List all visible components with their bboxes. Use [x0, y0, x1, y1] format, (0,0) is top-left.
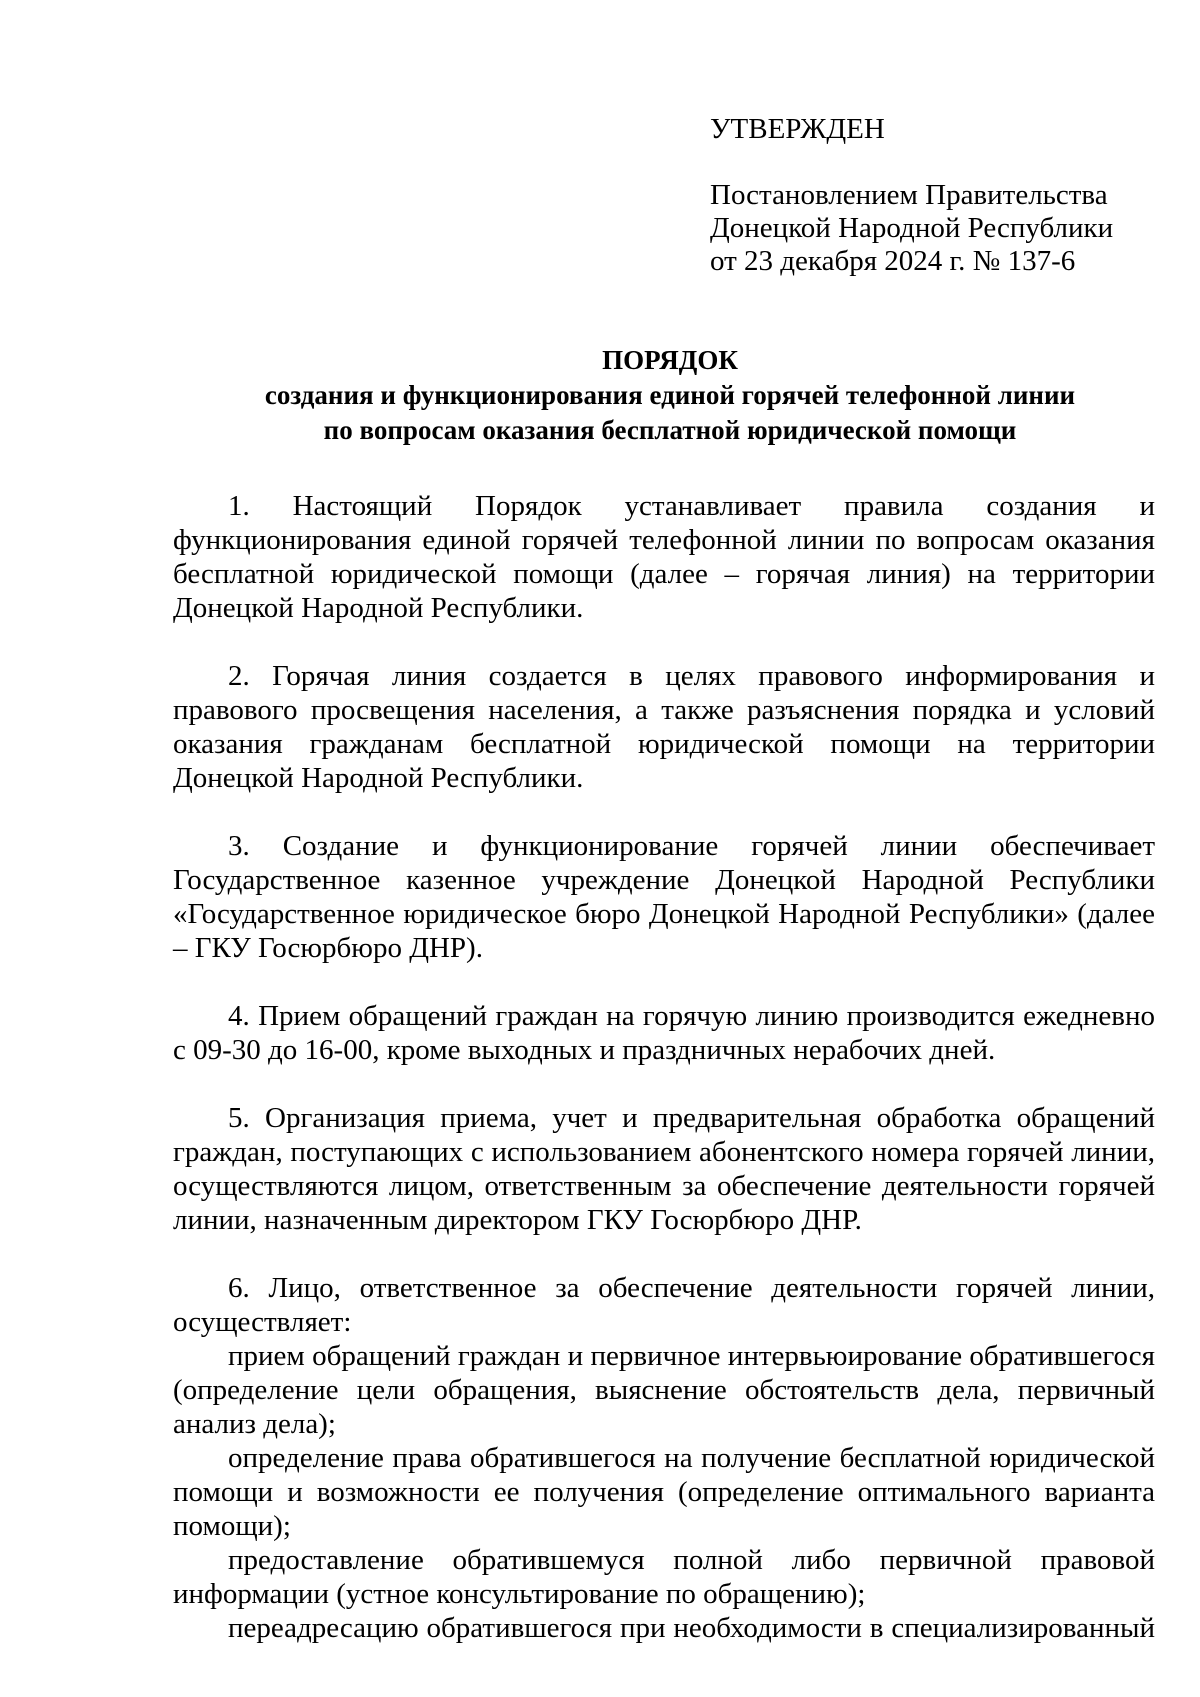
paragraph-2: 2. Горячая линия создается в целях правового информирования и правового просвещения населения, а также разъяснения порядка и условий оказания гражданам бесплатной юридической помощи на территории Донецкой Народной Республики.	[173, 660, 1155, 794]
paragraph-4: 4. Прием обращений граждан на горячую линию производится ежедневно с 09-30 до 16-00, кроме выходных и праздничных нерабочих дней.	[173, 1000, 1155, 1066]
paragraph-6: 6. Лицо, ответственное за обеспечение деятельности горячей линии, осуществляет:	[173, 1272, 1155, 1338]
document-subtitle-1: создания и функционирования единой горячей телефонной линии	[264, 380, 1076, 410]
document-body	[173, 489, 1155, 1645]
paragraph-1: 1. Настоящий Порядок устанавливает правила создания и функционирования единой горячей телефонной линии по вопросам оказания бесплатной юридической помощи (далее – горячая линия) на территории Донецкой Народной Республики.	[173, 490, 1155, 624]
paragraph-6-item-3: предоставление обратившемуся полной либо первичной правовой информации (устное консультирование по обращению);	[173, 1544, 1155, 1610]
approved-label: УТВЕРЖДЕН	[710, 113, 885, 145]
approval-line-1: Постановлением Правительства	[710, 179, 1108, 211]
approval-line-3: от 23 декабря 2024 г. № 137-6	[710, 245, 1076, 277]
paragraph-6-item-1: прием обращений граждан и первичное интервьюирование обратившегося (определение цели обращения, выяснение обстоятельств дела, первичный анализ дела);	[173, 1340, 1155, 1440]
paragraph-3: 3. Создание и функционирование горячей линии обеспечивает Государственное казенное учреждение Донецкой Народной Республики «Государственное юридическое бюро Донецкой Народной Республики» (далее – ГКУ Госюрбюро ДНР).	[173, 830, 1155, 964]
document-title: ПОРЯДОК	[602, 345, 738, 375]
paragraph-6-item-2: определение права обратившегося на получение бесплатной юридической помощи и возможности ее получения (определение оптимального варианта помощи);	[173, 1442, 1155, 1542]
approval-line-2: Донецкой Народной Республики	[710, 212, 1114, 244]
document-heading	[120, 343, 1200, 448]
approval-stamp	[710, 113, 1170, 278]
paragraph-6-item-4: переадресацию обратившегося при необходимости в специализированный	[228, 1612, 1155, 1644]
paragraph-5: 5. Организация приема, учет и предварительная обработка обращений граждан, поступающих с использованием абонентского номера горячей линии, осуществляются лицом, ответственным за обеспечение деятельности горячей линии, назначенным директором ГКУ Госюрбюро ДНР.	[173, 1102, 1155, 1236]
document-subtitle-2: по вопросам оказания бесплатной юридической помощи	[323, 415, 1017, 445]
